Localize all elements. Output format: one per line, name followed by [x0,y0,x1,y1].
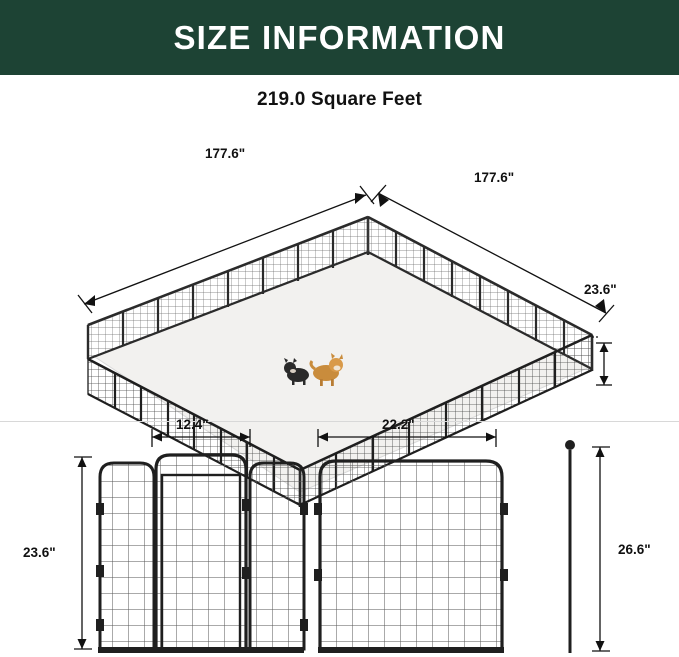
gate-panel-group [96,455,308,653]
dim-label-width-right: 177.6" [474,170,515,185]
top-view-diagram [0,117,679,417]
dimension-line-panel-height [74,457,92,649]
dim-label-panel-height: 23.6" [23,545,56,560]
dim-label-width-left: 177.6" [205,146,246,161]
dimension-line-stake-height [592,447,610,651]
playpen-isometric-svg [0,117,679,417]
area-subtitle: 219.0 Square Feet [257,89,422,110]
page-title: SIZE INFORMATION [173,18,506,56]
dim-label-stake-height: 26.6" [618,542,651,557]
dim-label-height-right: 23.6" [584,282,617,297]
dim-label-panel-width: 22.2" [382,417,415,432]
dimension-line-height-right [592,337,612,385]
ground-stake [565,440,575,653]
panel-detail-svg [0,417,679,657]
standard-panel [314,461,508,653]
header-banner [0,0,679,75]
bottom-view-diagram [0,417,679,657]
dim-label-gate-width: 12.4" [176,417,209,432]
